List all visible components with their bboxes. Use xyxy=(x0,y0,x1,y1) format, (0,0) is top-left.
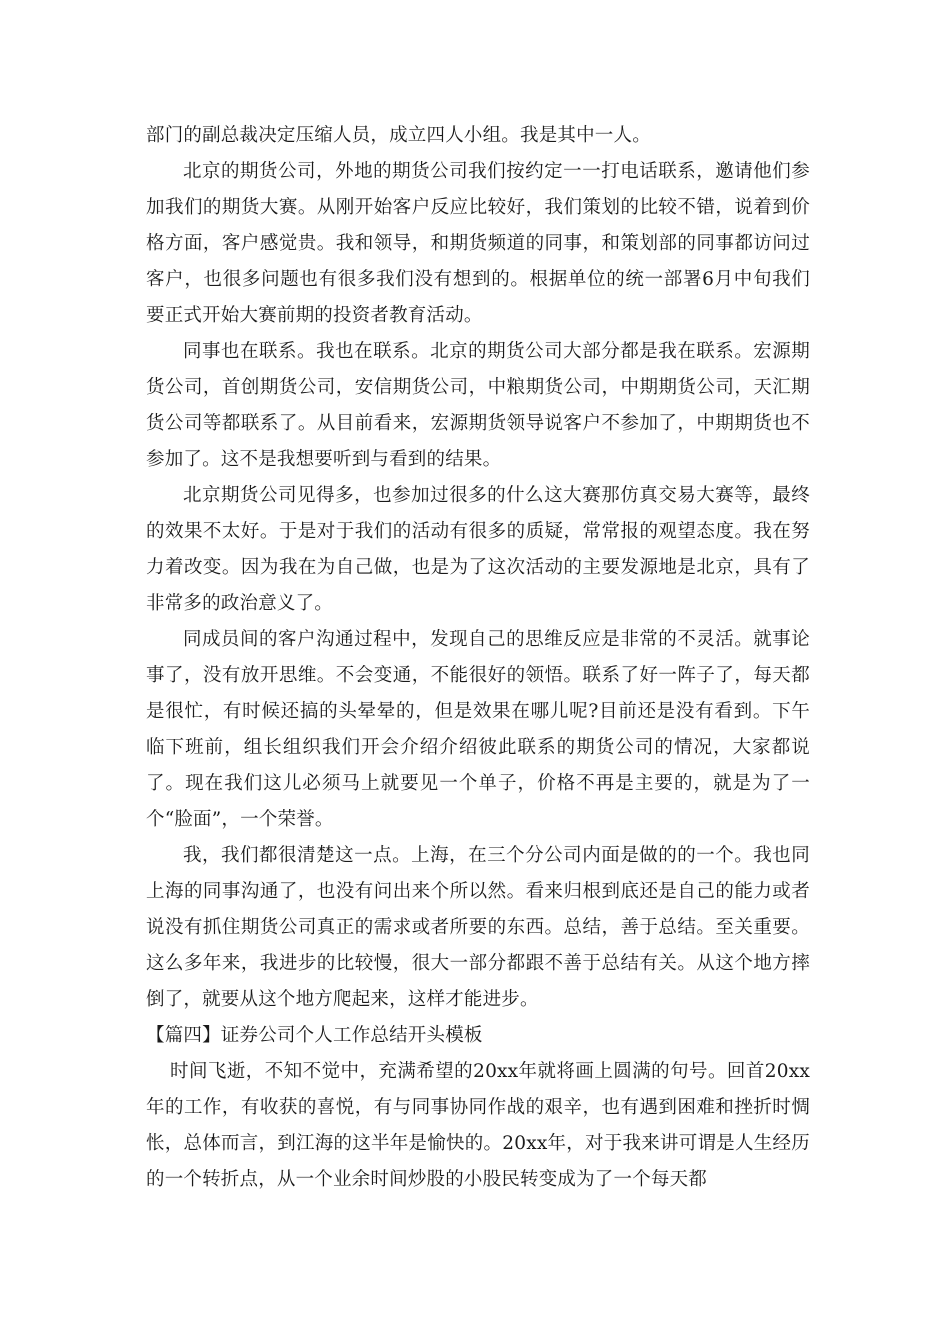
paragraph-opening-template: 时间飞逝，不知不觉中，充满希望的20xx年就将画上圆满的句号。回首20xx年的工作，有收获的喜悦，有与同事协同作战的艰辛，也有遇到困难和挫折时惆怅，总体而言，到江海的这半年是愉快的。20xx年，对于我来讲可谓是人生经历的一个转折点，从一个业余时间炒股的小股民转变成为了一个每天都 xyxy=(146,1061,810,1190)
paragraph-beijing-companies: 北京期货公司见得多，也参加过很多的什么这大赛那仿真交易大赛等，最终的效果不太好。于是对于我们的活动有很多的质疑，常常报的观望态度。我在努力着改变。因为我在为自己做，也是为了这次活动的主要发源地是北京，具有了非常多的政治意义了。 xyxy=(146,485,810,614)
paragraph-continuation: 部门的副总裁决定压缩人员，成立四人小组。我是其中一人。 xyxy=(146,125,651,146)
paragraph-summary-reflection: 我，我们都很清楚这一点。上海，在三个分公司内面是做的的一个。我也同上海的同事沟通了，也没有问出来个所以然。看来归根到底还是自己的能力或者说没有抓住期货公司真正的需求或者所要的东西。总结，善于总结。至关重要。这么多年来，我进步的比较慢，很大一部分都跟不善于总结有关。从这个地方摔倒了，就要从这个地方爬起来，这样才能进步。 xyxy=(146,845,810,1010)
paragraph-colleague-contacts: 同事也在联系。我也在联系。北京的期货公司大部分都是我在联系。宏源期货公司，首创期货公司，安信期货公司，中粮期货公司，中期期货公司，天汇期货公司等都联系了。从目前看来，宏源期货领导说客户不参加了，中期期货也不参加了。这不是我想要听到与看到的结果。 xyxy=(146,341,810,470)
paragraph-communication-process: 同成员间的客户沟通过程中，发现自己的思维反应是非常的不灵活。就事论事了，没有放开思维。不会变通，不能很好的领悟。联系了好一阵子了，每天都是很忙，有时候还搞的头晕晕的，但是效果在哪儿呢?目前还是没有看到。下午临下班前，组长组织我们开会介绍介绍彼此联系的期货公司的情况，大家都说了。现在我们这儿必须马上就要见一个单子，价格不再是主要的，就是为了一个“脸面”，一个荣誉。 xyxy=(146,629,810,830)
document-body xyxy=(146,118,810,1198)
paragraph-contacting-futures-companies: 北京的期货公司，外地的期货公司我们按约定一一打电话联系，邀请他们参加我们的期货大赛。从刚开始客户反应比较好，我们策划的比较不错，说着到价格方面，客户感觉贵。我和领导，和期货频道的同事，和策划部的同事都访问过客户，也很多问题也有很多我们没有想到的。根据单位的统一部署6月中旬我们要正式开始大赛前期的投资者教育活动。 xyxy=(146,161,810,326)
section-heading: 【篇四】证券公司个人工作总结开头模板 xyxy=(146,1025,483,1046)
